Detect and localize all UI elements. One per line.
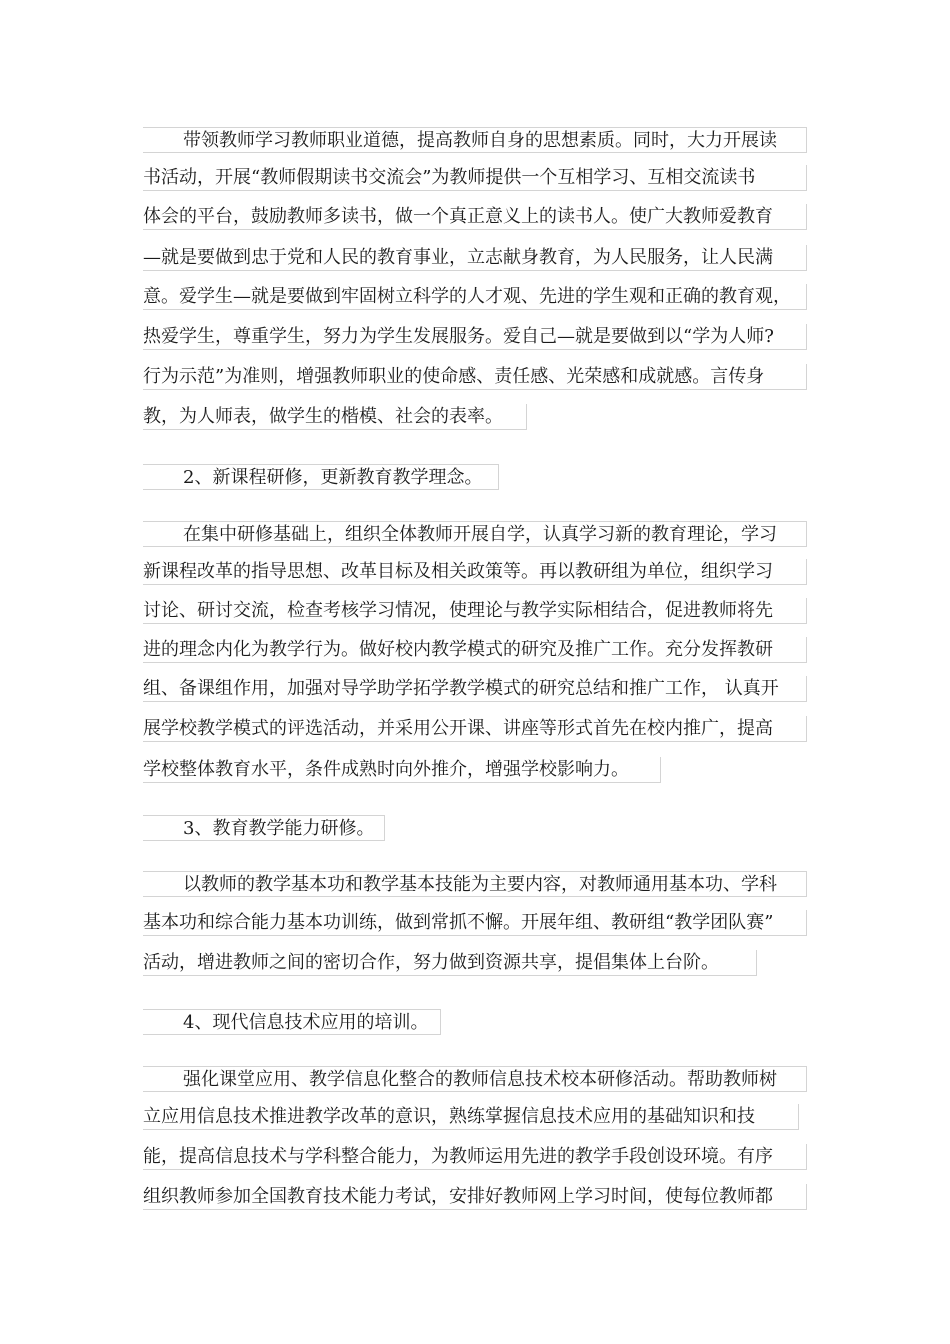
paragraph-7-line-3: 能，提高信息技术与学科整合能力，为教师运用先进的教学手段创设环境。有序: [143, 1144, 807, 1170]
paragraph-1-line-7: 行为示范”为准则，增强教师职业的使命感、责任感、光荣感和成就感。言传身: [143, 364, 807, 390]
paragraph-1-line-5: 意。爱学生—就是要做到牢固树立科学的人才观、先进的学生观和正确的教育观，: [143, 284, 807, 310]
paragraph-5-line-1: 以教师的教学基本功和教学基本技能为主要内容，对教师通用基本功、学科: [143, 871, 807, 897]
paragraph-5-line-2: 基本功和综合能力基本功训练，做到常抓不懈。开展年组、教研组“教学团队赛”: [143, 910, 807, 936]
paragraph-7-line-2: 立应用信息技术推进教学改革的意识，熟练掌握信息技术应用的基础知识和技: [143, 1104, 799, 1130]
paragraph-1-line-8: 教，为人师表，做学生的楷模、社会的表率。: [143, 404, 527, 430]
paragraph-1-line-6: 热爱学生，尊重学生，努力为学生发展服务。爱自己—就是要做到以“学为人师?: [143, 324, 807, 350]
section-heading-3: 3、教育教学能力研修。: [143, 815, 385, 841]
paragraph-3-line-1: 在集中研修基础上，组织全体教师开展自学，认真学习新的教育理论，学习: [143, 521, 807, 547]
paragraph-7-line-1: 强化课堂应用、教学信息化整合的教师信息技术校本研修活动。帮助教师树: [143, 1066, 807, 1092]
paragraph-1-line-1: 带领教师学习教师职业道德，提高教师自身的思想素质。同时，大力开展读: [143, 127, 807, 153]
paragraph-1-line-2: 书活动，开展“教师假期读书交流会”为教师提供一个互相学习、互相交流读书: [143, 165, 807, 191]
paragraph-3-line-2: 新课程改革的指导思想、改革目标及相关政策等。再以教研组为单位，组织学习: [143, 559, 807, 585]
paragraph-3-line-7: 学校整体教育水平，条件成熟时向外推介，增强学校影响力。: [143, 757, 661, 783]
paragraph-7-line-4: 组织教师参加全国教育技术能力考试，安排好教师网上学习时间，使每位教师都: [143, 1184, 807, 1210]
paragraph-3-line-6: 展学校教学模式的评选活动，并采用公开课、讲座等形式首先在校内推广，提高: [143, 716, 807, 742]
paragraph-1-line-4: —就是要做到忠于党和人民的教育事业，立志献身教育，为人民服务，让人民满: [143, 245, 807, 271]
section-heading-4: 4、现代信息技术应用的培训。: [143, 1009, 441, 1035]
paragraph-3-line-3: 讨论、研讨交流，检查考核学习情况，使理论与教学实际相结合，促进教师将先: [143, 598, 807, 624]
paragraph-3-line-4: 进的理念内化为教学行为。做好校内教学模式的研究及推广工作。充分发挥教研: [143, 637, 807, 663]
paragraph-3-line-5: 组、备课组作用，加强对导学助学拓学教学模式的研究总结和推广工作， 认真开: [143, 676, 807, 702]
paragraph-5-line-3: 活动，增进教师之间的密切合作，努力做到资源共享，提倡集体上台阶。: [143, 950, 757, 976]
paragraph-1-line-3: 体会的平台，鼓励教师多读书，做一个真正意义上的读书人。使广大教师爱教育: [143, 204, 807, 230]
section-heading-2: 2、新课程研修，更新教育教学理念。: [143, 464, 499, 490]
